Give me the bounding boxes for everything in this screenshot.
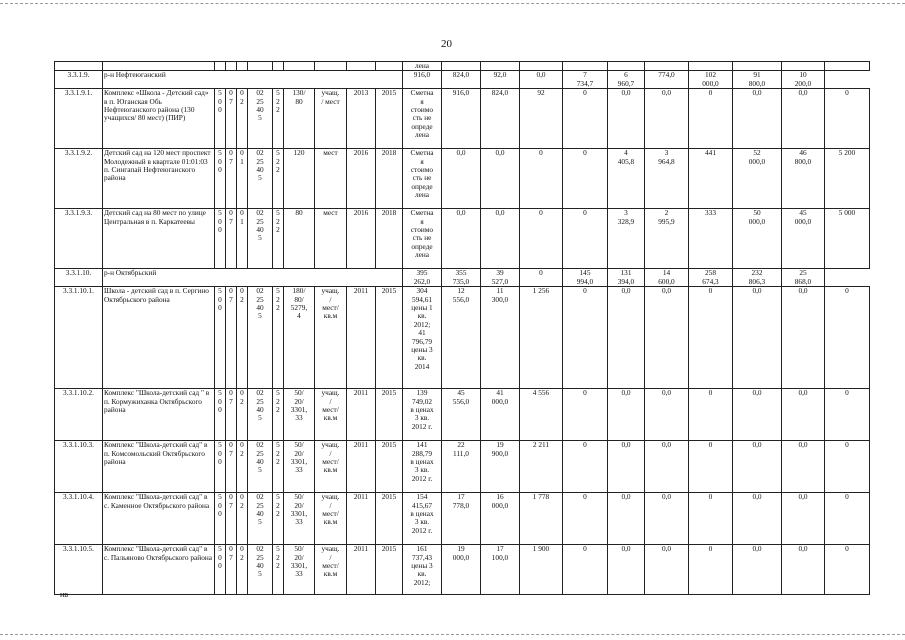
code-cell-5: 5 2 2 [273, 441, 284, 493]
value-cell-4: 0 [520, 269, 563, 287]
value-cell-6: 131 394,0 [608, 269, 645, 287]
code-cell-1: 5 0 0 [215, 89, 226, 149]
value-cell-7: 0 [689, 493, 733, 545]
row-name-cell: Школа - детский сад в п. Сергино Октябрьского района [103, 287, 215, 389]
row-number-cell: 3.3.1.9.1. [55, 89, 103, 149]
value-cell-4: 0 [563, 441, 608, 493]
capacity-cell: 50/ 20/ 3301, 33 [284, 493, 315, 545]
value-cell-2: 0,0 [481, 149, 520, 209]
value-cell-9: 91 800,0 [733, 71, 782, 89]
value-cell-10: 5 000 [825, 209, 870, 269]
value-cell-2: 0,0 [481, 209, 520, 269]
code-cell-3: 0 2 [237, 389, 248, 441]
value-cell-1: 12 556,0 [442, 287, 481, 389]
row-name-cell: Комплекс "Школа-детский сад" в с. Пальяново Октябрьского района [103, 545, 215, 595]
capacity-cell: 50/ 20/ 3301, 33 [284, 545, 315, 595]
cost-cell: 161 737,43 цены 3 кв. 2012; [403, 545, 442, 595]
code-cell-5: 5 2 2 [273, 149, 284, 209]
value-cell-2: 11 300,0 [481, 287, 520, 389]
value-cell-7: 0 [689, 89, 733, 149]
value-cell-3: 0 [520, 149, 563, 209]
value-cell-2: 41 000,0 [481, 389, 520, 441]
code-cell-1: 5 0 0 [215, 389, 226, 441]
capacity-cell: 180/ 80/ 5279, 4 [284, 287, 315, 389]
value-cell-9: 0,0 [782, 545, 825, 595]
value-cell-10: 0 [825, 441, 870, 493]
value-cell-5: 7 734,7 [563, 71, 608, 89]
value-cell-3: 1 256 [520, 287, 563, 389]
code-cell-1: 5 0 0 [215, 209, 226, 269]
value-cell-5: 3 328,9 [608, 209, 645, 269]
start-year-cell: 2011 [347, 441, 376, 493]
code-cell-5: 5 2 2 [273, 209, 284, 269]
row-name-cell: Комплекс "Школа-детский сад " в п. Кормужиханка Октябрьского района [103, 389, 215, 441]
value-cell-7: 0 [689, 441, 733, 493]
start-year-cell: 2011 [347, 545, 376, 595]
table-row [55, 441, 870, 493]
value-cell-1: 17 778,0 [442, 493, 481, 545]
code-cell-4: 02 25 40 5 [248, 545, 273, 595]
value-cell-5: 0,0 [608, 89, 645, 149]
value-cell-6: 0,0 [645, 389, 689, 441]
value-cell-5: 0,0 [608, 545, 645, 595]
value-cell-4: 0 [563, 149, 608, 209]
page-number: 20 [441, 38, 452, 50]
code-cell-1: 5 0 0 [215, 287, 226, 389]
cost-cell: 139 749,02 в ценах 3 кв. 2012 г. [403, 389, 442, 441]
value-cell-2: 19 900,0 [481, 441, 520, 493]
unit-cell: учащ. / мест/ кв.м [315, 545, 347, 595]
value-cell-7: 333 [689, 209, 733, 269]
value-cell-6: 0,0 [645, 493, 689, 545]
scan-edge-top [0, 3, 905, 4]
value-cell-9: 0,0 [782, 89, 825, 149]
value-cell-8: 0,0 [733, 287, 782, 389]
code-cell-3: 0 1 [237, 209, 248, 269]
end-year-cell: 2015 [376, 545, 403, 595]
cost-cell: 141 288,79 в ценах 3 кв. 2012 г. [403, 441, 442, 493]
end-year-cell: 2015 [376, 441, 403, 493]
value-cell-10: 25 868,0 [782, 269, 825, 287]
value-cell-9: 0,0 [782, 389, 825, 441]
cost-cell: 154 415,67 в ценах 3 кв. 2012 г. [403, 493, 442, 545]
value-cell-2: 824,0 [442, 71, 481, 89]
value-cell-3: 2 211 [520, 441, 563, 493]
value-cell-10: 0 [825, 545, 870, 595]
capacity-cell: 50/ 20/ 3301, 33 [284, 441, 315, 493]
value-cell-6: 0,0 [645, 89, 689, 149]
value-cell-8: 102 000,0 [689, 71, 733, 89]
value-cell-7: 0 [689, 545, 733, 595]
value-cell-5: 0,0 [608, 493, 645, 545]
code-cell-2: 0 7 [226, 545, 237, 595]
unit-cell: учащ. / мест/ кв.м [315, 493, 347, 545]
value-cell-1: 19 000,0 [442, 545, 481, 595]
code-cell-2: 0 7 [226, 149, 237, 209]
value-cell-9: 0,0 [782, 441, 825, 493]
value-cell-1: 916,0 [442, 89, 481, 149]
row-number-cell: 3.3.1.10. [55, 269, 103, 287]
value-cell-4: 0 [563, 389, 608, 441]
unit-cell: мест [315, 209, 347, 269]
value-cell-4: 0 [563, 545, 608, 595]
cost-cell: Сметна я стоимо сть не опреде лена [403, 209, 442, 269]
value-cell-9: 0,0 [782, 287, 825, 389]
value-cell-8: 52 000,0 [733, 149, 782, 209]
unit-cell: мест [315, 149, 347, 209]
table-row [55, 287, 870, 389]
code-cell-5: 5 2 2 [273, 287, 284, 389]
value-cell-6: 0,0 [645, 441, 689, 493]
value-cell-5: 145 994,0 [563, 269, 608, 287]
value-cell-10: 0 [825, 493, 870, 545]
value-cell-5: 4 405,8 [608, 149, 645, 209]
code-cell-3: 0 2 [237, 89, 248, 149]
table-row [55, 389, 870, 441]
end-year-cell: 2018 [376, 149, 403, 209]
code-cell-2: 0 7 [226, 493, 237, 545]
value-cell-9: 45 000,0 [782, 209, 825, 269]
value-cell-3: 4 556 [520, 389, 563, 441]
value-cell-2: 16 000,0 [481, 493, 520, 545]
capacity-cell: 80 [284, 209, 315, 269]
start-year-cell: 2016 [347, 149, 376, 209]
value-cell-7: 774,0 [645, 71, 689, 89]
value-cell-3: 0 [520, 209, 563, 269]
code-cell-3: 0 2 [237, 493, 248, 545]
value-cell-3: 1 900 [520, 545, 563, 595]
code-cell-4: 02 25 40 5 [248, 89, 273, 149]
table-row [55, 545, 870, 595]
code-cell-4: 02 25 40 5 [248, 493, 273, 545]
code-cell-2: 0 7 [226, 89, 237, 149]
row-number-cell: 3.3.1.10.4. [55, 493, 103, 545]
code-cell-3: 0 2 [237, 545, 248, 595]
capacity-cell: 50/ 20/ 3301, 33 [284, 389, 315, 441]
value-cell-5: 0,0 [608, 441, 645, 493]
code-cell-3: 0 2 [237, 287, 248, 389]
budget-table [54, 61, 870, 595]
start-year-cell: 2016 [347, 209, 376, 269]
table-row [55, 149, 870, 209]
value-cell-1: 22 111,0 [442, 441, 481, 493]
value-cell-1: 0,0 [442, 209, 481, 269]
code-cell-2: 0 7 [226, 389, 237, 441]
value-cell-3: 39 527,0 [481, 269, 520, 287]
value-cell-1: 0,0 [442, 149, 481, 209]
start-year-cell: 2013 [347, 89, 376, 149]
value-cell-2: 17 100,0 [481, 545, 520, 595]
code-cell-5: 5 2 2 [273, 89, 284, 149]
value-cell-10: 0 [825, 89, 870, 149]
code-cell-5: 5 2 2 [273, 389, 284, 441]
value-cell-10: 5 200 [825, 149, 870, 209]
unit-cell: учащ. / мест/ кв.м [315, 441, 347, 493]
value-cell-8: 0,0 [733, 441, 782, 493]
value-cell-8: 0,0 [733, 493, 782, 545]
value-cell-4: 0 [563, 209, 608, 269]
value-cell-7: 14 600,0 [645, 269, 689, 287]
capacity-cell: 120 [284, 149, 315, 209]
value-cell-5: 0,0 [608, 389, 645, 441]
value-cell-4: 0 [563, 493, 608, 545]
row-number-cell: 3.3.1.9. [55, 71, 103, 89]
value-cell-9: 0,0 [782, 493, 825, 545]
row-name-cell: р-н Октябрьский [103, 269, 403, 287]
value-cell-2: 355 735,0 [442, 269, 481, 287]
code-cell-1: 5 0 0 [215, 149, 226, 209]
table-row [55, 89, 870, 149]
value-cell-6: 3 964,8 [645, 149, 689, 209]
value-cell-3: 1 778 [520, 493, 563, 545]
code-cell-1: 5 0 0 [215, 493, 226, 545]
value-cell-10: 0 [825, 389, 870, 441]
row-number-cell: 3.3.1.10.3. [55, 441, 103, 493]
value-cell-1: 916,0 [403, 71, 442, 89]
value-cell-2: 824,0 [481, 89, 520, 149]
value-cell-5: 0,0 [608, 287, 645, 389]
value-cell-4: 0,0 [520, 71, 563, 89]
table-row [55, 209, 870, 269]
start-year-cell: 2011 [347, 287, 376, 389]
row-name-cell: Комплекс "Школа-детский сад" в с. Каменное Октябрьского района [103, 493, 215, 545]
value-cell-8: 258 674,3 [689, 269, 733, 287]
unit-cell: учащ. / мест/ кв.м [315, 287, 347, 389]
code-cell-5: 5 2 2 [273, 493, 284, 545]
cost-cell: лена [403, 62, 442, 71]
value-cell-4: 0 [563, 89, 608, 149]
unit-cell: учащ. / мест [315, 89, 347, 149]
code-cell-2: 0 7 [226, 441, 237, 493]
row-number-cell: 3.3.1.9.2. [55, 149, 103, 209]
start-year-cell: 2011 [347, 389, 376, 441]
end-year-cell: 2015 [376, 287, 403, 389]
start-year-cell: 2011 [347, 493, 376, 545]
value-cell-6: 6 960,7 [608, 71, 645, 89]
row-number-cell: 3.3.1.10.5. [55, 545, 103, 595]
end-year-cell: 2015 [376, 493, 403, 545]
code-cell-2: 0 7 [226, 209, 237, 269]
code-cell-5: 5 2 2 [273, 545, 284, 595]
cost-cell: 304 594,61 цены 1 кв. 2012; 41 796,79 цены 3 кв. 2014 [403, 287, 442, 389]
cost-cell: Сметна я стоимо сть не опреде лена [403, 149, 442, 209]
code-cell-4: 02 25 40 5 [248, 441, 273, 493]
value-cell-10: 10 200,0 [782, 71, 825, 89]
code-cell-3: 0 2 [237, 441, 248, 493]
value-cell-3: 92,0 [481, 71, 520, 89]
value-cell-8: 50 000,0 [733, 209, 782, 269]
capacity-cell: 130/ 80 [284, 89, 315, 149]
table-row-continuation [55, 62, 870, 71]
value-cell-7: 0 [689, 287, 733, 389]
value-cell-8: 0,0 [733, 389, 782, 441]
row-number-cell: 3.3.1.9.3. [55, 209, 103, 269]
code-cell-4: 02 25 40 5 [248, 149, 273, 209]
table-row-group [55, 71, 870, 89]
table-row [55, 493, 870, 545]
value-cell-3: 92 [520, 89, 563, 149]
row-name-cell: Комплекс "Школа-детский сад" в п. Комсомольский Октябрьского района [103, 441, 215, 493]
value-cell-10: 0 [825, 287, 870, 389]
value-cell-8: 0,0 [733, 545, 782, 595]
value-cell-9: 46 800,0 [782, 149, 825, 209]
row-name-cell: р-н Нефтеюганский [103, 71, 403, 89]
value-cell-7: 441 [689, 149, 733, 209]
value-cell-6: 0,0 [645, 287, 689, 389]
code-cell-3: 0 1 [237, 149, 248, 209]
row-name-cell: Детский сад на 120 мест проспект Молодежный в квартале 01:01:03 п. Сингапай Нефтеюганского района [103, 149, 215, 209]
code-cell-1: 5 0 0 [215, 441, 226, 493]
cost-cell: Сметна я стоимо сть не опреде лена [403, 89, 442, 149]
footnote: нв [60, 590, 69, 599]
code-cell-4: 02 25 40 5 [248, 287, 273, 389]
value-cell-6: 2 995,9 [645, 209, 689, 269]
code-cell-4: 02 25 40 5 [248, 209, 273, 269]
value-cell-1: 45 556,0 [442, 389, 481, 441]
row-name-cell: Комплекс «Школа - Детский сад» в п. Юганская Обь Нефтеюганского района (130 учащихся/ 80 мест) (ПИР) [103, 89, 215, 149]
value-cell-7: 0 [689, 389, 733, 441]
code-cell-1: 5 0 0 [215, 545, 226, 595]
row-number-cell: 3.3.1.10.2. [55, 389, 103, 441]
end-year-cell: 2015 [376, 89, 403, 149]
code-cell-4: 02 25 40 5 [248, 389, 273, 441]
end-year-cell: 2018 [376, 209, 403, 269]
scan-edge-bottom [0, 634, 905, 635]
row-name-cell: Детский сад на 80 мест по улице Центральная в п. Каркатеевы [103, 209, 215, 269]
value-cell-1: 395 262,0 [403, 269, 442, 287]
value-cell-6: 0,0 [645, 545, 689, 595]
value-cell-8: 0,0 [733, 89, 782, 149]
row-number-cell: 3.3.1.10.1. [55, 287, 103, 389]
value-cell-4: 0 [563, 287, 608, 389]
unit-cell: учащ. / мест/ кв.м [315, 389, 347, 441]
end-year-cell: 2015 [376, 389, 403, 441]
value-cell-9: 232 806,3 [733, 269, 782, 287]
table-row-group [55, 269, 870, 287]
code-cell-2: 0 7 [226, 287, 237, 389]
